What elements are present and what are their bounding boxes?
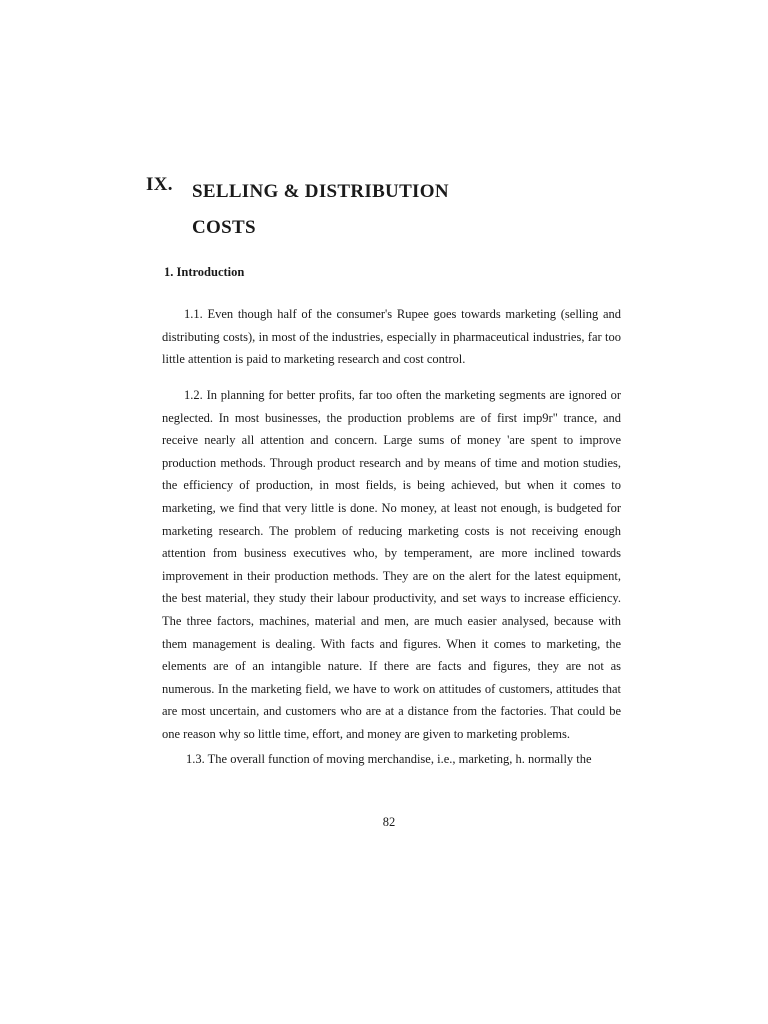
section-heading: 1. Introduction	[164, 265, 245, 279]
chapter-title-line-1: SELLING & DISTRIBUTION	[192, 181, 449, 202]
chapter-title	[192, 174, 612, 246]
paragraph-1-1: 1.1. Even though half of the consumer's Rupee goes towards marketing (selling and distributing costs), in most of the industries, especially in pharmaceutical industries, far too little attention is paid to marketing research and cost control.	[162, 307, 621, 367]
paragraph-1-3: 1.3. The overall function of moving merchandise, i.e., marketing, h. normally the	[186, 752, 592, 766]
chapter-title-line-2: COSTS	[192, 217, 256, 238]
page-number: 82	[382, 815, 396, 829]
chapter-number: IX.	[146, 174, 173, 195]
paragraph-1-2: 1.2. In planning for better profits, far too often the marketing segments are ignored or neglected. In most businesses, the production problems are of first imp9r" trance, and receive nearly all attention and concern. Large sums of money 'are spent to improve production methods. Through product research and by means of time and motion studies, the efficiency of production, in most fields, is being achieved, but when it comes to marketing, we find that very little is done. No money, at least not enough, is budgeted for marketing research. The problem of reducing marketing costs is not receiving enough attention from business executives who, by temperament, are more inclined towards improvement in their production methods. They are on the alert for the latest equipment, the best material, they study their labour productivity, and set ways to increase efficiency. The three factors, machines, material and men, are much easier analysed, because with them management is dealing. With facts and figures. When it comes to marketing, the elements are of an intangible nature. If there are facts and figures, they are not as numerous. In the marketing field, we have to work on attitudes of customers, attitudes that are most uncertain, and customers who are at a distance from the factories. That could be one reason why so little time, effort, and money are given to marketing problems.	[162, 388, 621, 741]
